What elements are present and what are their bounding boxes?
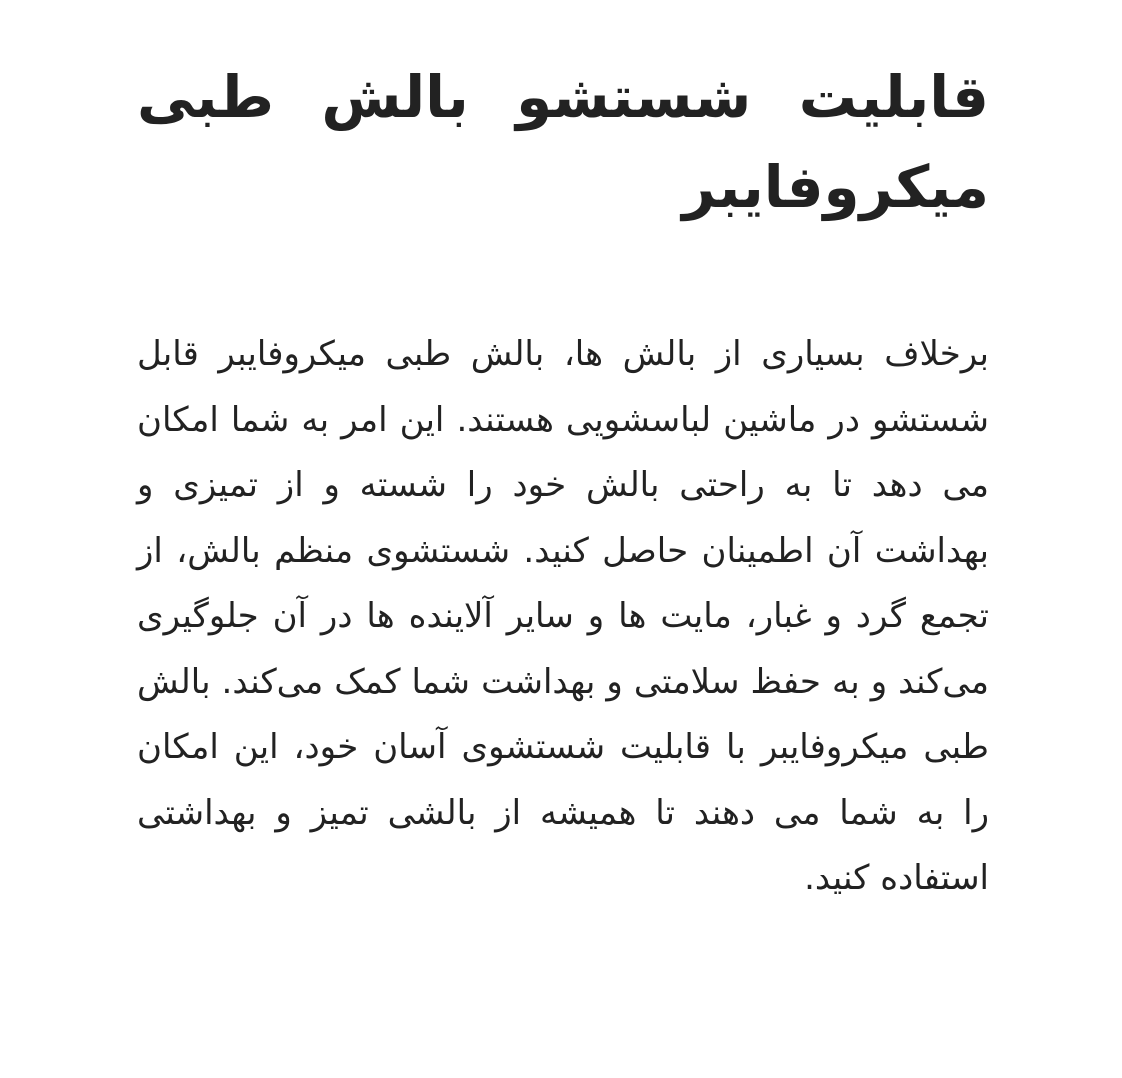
article (137, 52, 989, 912)
article-title: قابلیت شستشو بالش طبی میکروفایبر (137, 63, 989, 221)
article-paragraph: برخلاف بسیاری از بالش ها، بالش طبی میکروفایبر قابل شستشو در ماشین لباسشویی هستند. این امر به شما امکان می دهد تا به راحتی بالش خود را شسته و از تمیزی و بهداشت آن اطمینان حاصل کنید. شستشوی منظم بالش، از تجمع گرد و غبار، مایت ها و سایر آلاینده ها در آن جلوگیری می‌کند و به حفظ سلامتی و بهداشت شما کمک می‌کند. بالش طبی میکروفایبر با قابلیت شستشوی آسان خود، این امکان را به شما می دهند تا همیشه از بالشی تمیز و بهداشتی استفاده کنید. (137, 334, 989, 898)
